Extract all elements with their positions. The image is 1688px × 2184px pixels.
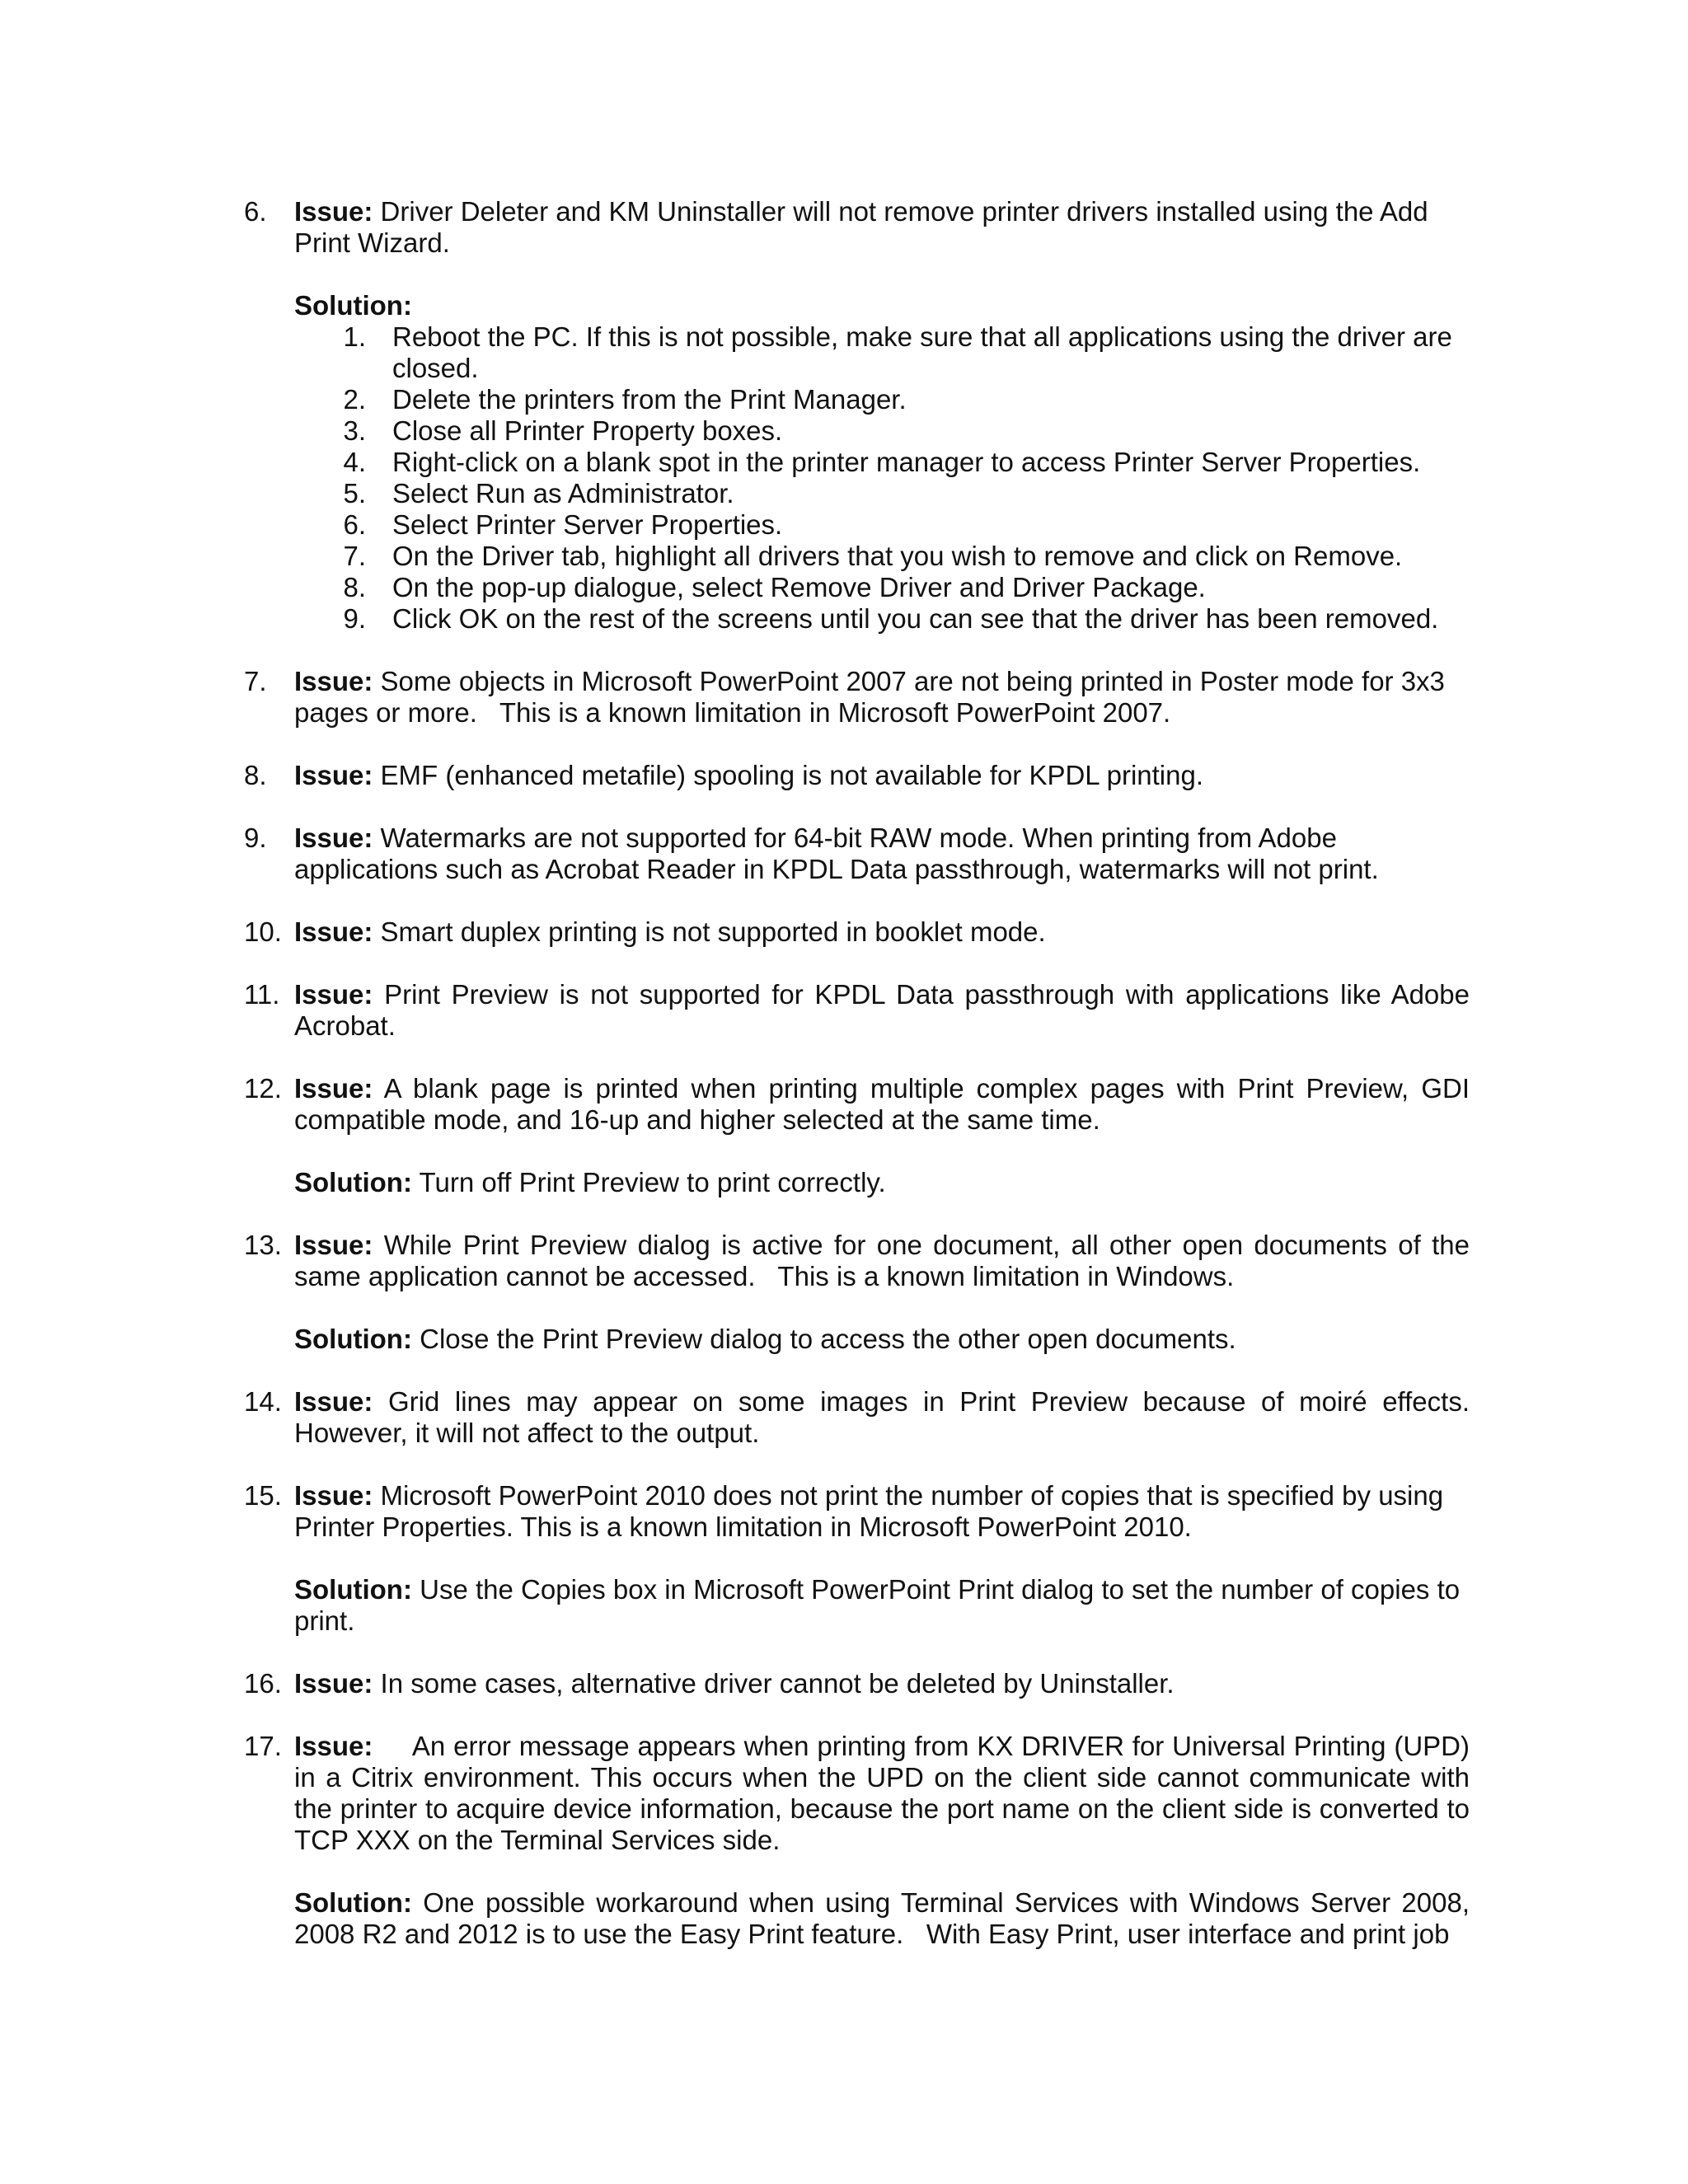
step-number: 9. <box>343 603 366 634</box>
solution-description: One possible workaround when using Terminal Services with Windows Server 2008, 2008 R2 and 2012 is to use the Easy Print feature. With Easy Print, user interface and print job <box>294 1887 1478 1949</box>
step-number: 3. <box>343 415 366 446</box>
item-number: 9. <box>244 823 267 853</box>
solution-label: Solution: <box>294 1574 412 1605</box>
solution-label: Solution: <box>294 1887 412 1918</box>
item-number: 15. <box>244 1480 282 1511</box>
issue-label: Issue: <box>294 666 373 696</box>
step-text: On the Driver tab, highlight all drivers that you wish to remove and click on Remove. <box>392 541 1403 571</box>
issue-description: Driver Deleter and KM Uninstaller will not remove printer drivers installed using the Add Print Wizard. <box>294 196 1436 258</box>
issue-label: Issue: <box>294 979 373 1010</box>
step-text: Click OK on the rest of the screens until you can see that the driver has been removed. <box>392 603 1439 634</box>
issue-text <box>294 916 1470 948</box>
item-number: 11. <box>244 979 280 1010</box>
issue-text <box>294 666 1470 729</box>
issue-text <box>294 1668 1470 1699</box>
item-number: 8. <box>244 760 267 790</box>
step-number: 8. <box>343 572 366 602</box>
step-number: 4. <box>343 447 366 477</box>
issue-text <box>294 1230 1478 1292</box>
step-number: 6. <box>343 509 366 540</box>
step-text: Select Run as Administrator. <box>392 478 734 509</box>
issue-description: In some cases, alternative driver cannot be deleted by Uninstaller. <box>373 1668 1175 1699</box>
solution-label: Solution: <box>294 1167 412 1197</box>
issue-label: Issue: <box>294 1073 373 1104</box>
issue-description: While Print Preview dialog is active for one document, all other open documents of the same application cannot be accessed. This is a known limitation in Windows. <box>294 1230 1478 1291</box>
issue-label: Issue: <box>294 823 373 853</box>
item-number: 16. <box>244 1668 282 1699</box>
item-number: 7. <box>244 666 267 696</box>
item-number: 6. <box>244 196 267 227</box>
issue-description: Smart duplex printing is not supported in booklet mode. <box>373 916 1046 947</box>
step-number: 2. <box>343 384 366 415</box>
issue-label: Issue: <box>294 1668 373 1699</box>
issue-label: Issue: <box>294 1731 373 1761</box>
issue-label: Issue: <box>294 1386 373 1417</box>
solution-description: Close the Print Preview dialog to access the other open documents. <box>411 1324 1236 1354</box>
step-text: On the pop-up dialogue, select Remove Driver and Driver Package. <box>392 572 1206 602</box>
solution-description: Turn off Print Preview to print correctly. <box>411 1167 886 1197</box>
step-text: Right-click on a blank spot in the printer manager to access Printer Server Properties. <box>392 447 1421 477</box>
step-number: 5. <box>343 478 366 509</box>
issue-description: Microsoft PowerPoint 2010 does not print the number of copies that is specified by using Printer Properties. This is a known limitation in Microsoft PowerPoint 2010. <box>294 1480 1444 1542</box>
solution-label: Solution: <box>294 1324 412 1354</box>
issue-text <box>294 979 1470 1042</box>
item-number: 10. <box>244 916 282 947</box>
solution-description: Use the Copies box in Microsoft PowerPoint Print dialog to set the number of copies to print. <box>294 1574 1461 1636</box>
issue-description: Watermarks are not supported for 64-bit RAW mode. When printing from Adobe applications such as Acrobat Reader in KPDL Data passthrough, watermarks will not print. <box>294 823 1379 884</box>
issue-description: Print Preview is not supported for KPDL Data passthrough with applications like Adobe Acrobat. <box>294 979 1470 1041</box>
item-number: 12. <box>244 1073 282 1104</box>
issue-description: Some objects in Microsoft PowerPoint 2007 are not being printed in Poster mode for 3x3 pages or more. This is a known limitation in Microsoft PowerPoint 2007. <box>294 666 1453 728</box>
solution-heading: Solution: <box>294 290 412 321</box>
issue-label: Issue: <box>294 916 373 947</box>
issue-text <box>294 1073 1470 1136</box>
item-number: 14. <box>244 1386 282 1417</box>
issue-description: A blank page is printed when printing multiple complex pages with Print Preview, GDI compatible mode, and 16-up and higher selected at the same time. <box>294 1073 1470 1135</box>
step-text: Delete the printers from the Print Manager. <box>392 384 907 415</box>
solution-text <box>294 1887 1478 1950</box>
solution-text <box>294 1324 1470 1355</box>
issue-text <box>294 760 1470 791</box>
issue-label: Issue: <box>294 1230 373 1260</box>
issue-description: EMF (enhanced metafile) spooling is not available for KPDL printing. <box>373 760 1204 790</box>
issue-label: Issue: <box>294 1480 373 1511</box>
issue-label: Issue: <box>294 760 373 790</box>
issue-description: Grid lines may appear on some images in Print Preview because of moiré effects. However, it will not affect to the output. <box>294 1386 1470 1448</box>
step-number: 1. <box>343 321 366 352</box>
item-number: 17. <box>244 1731 282 1761</box>
issue-label: Issue: <box>294 196 373 227</box>
issue-text <box>294 1731 1478 1856</box>
issue-description: An error message appears when printing from KX DRIVER for Universal Printing (UPD) in a Citrix environment. This occurs when the UPD on the client side cannot communicate with the printer to acquire device information, because the port name on the client side is converted to TCP XXX on the Terminal Services side. <box>294 1731 1478 1855</box>
issue-text <box>294 1386 1470 1449</box>
issue-text <box>294 1480 1470 1543</box>
step-text: Close all Printer Property boxes. <box>392 415 783 446</box>
step-text: Select Printer Server Properties. <box>392 509 783 540</box>
solution-text <box>294 1574 1470 1637</box>
issue-text <box>294 823 1470 885</box>
solution-text <box>294 1167 1470 1198</box>
item-number: 13. <box>244 1230 282 1260</box>
step-number: 7. <box>343 541 366 571</box>
issue-text <box>294 196 1470 259</box>
step-text: Reboot the PC. If this is not possible, make sure that all applications using the driver are closed. <box>392 321 1452 383</box>
